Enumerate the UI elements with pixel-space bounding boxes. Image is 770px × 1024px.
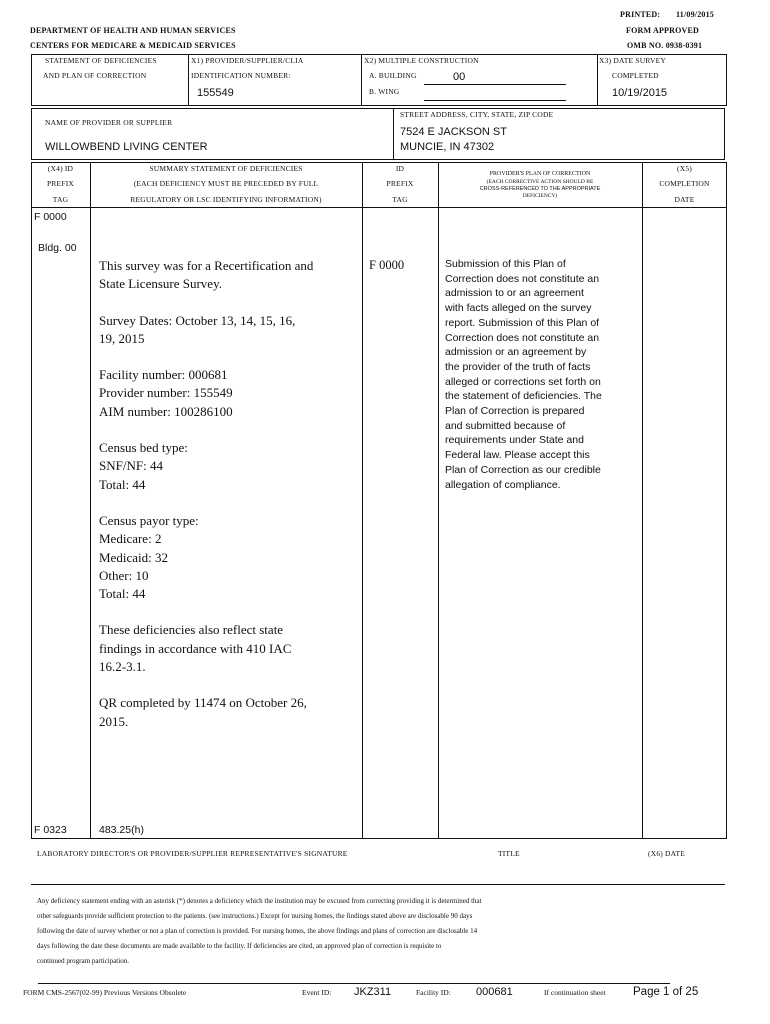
poc-line: admission to or an agreement (445, 287, 584, 300)
statement-label-2: AND PLAN OF CORRECTION (43, 71, 147, 80)
summary-line: 19, 2015 (99, 330, 145, 346)
prefix-tag-top: F 0000 (34, 211, 67, 223)
summary-header-3: REGULATORY OR LSC IDENTIFYING INFORMATION) (130, 195, 322, 204)
summary-line: Medicaid: 32 (99, 549, 168, 565)
building-label: A. BUILDING (369, 71, 417, 80)
poc-line: with facts alleged on the survey (445, 302, 592, 315)
x6-date-label: (X6) DATE (648, 849, 686, 858)
x3-label-1: X3) DATE SURVEY (599, 56, 666, 65)
poc-line: admission or an agreement by (445, 346, 587, 359)
poc-line: and submitted because of (445, 419, 566, 432)
poc-line: alleged or corrections set forth on (445, 375, 601, 388)
summary-statement (99, 257, 357, 731)
wing-label: B. WING (369, 87, 400, 96)
poc-line: requirements under State and (445, 434, 584, 447)
x4-header-1: (X4) ID (47, 164, 74, 173)
summary-line: Census bed type: (99, 440, 188, 456)
summary-line: AIM number: 100286100 (99, 403, 233, 419)
summary-line: Other: 10 (99, 567, 149, 583)
disclaimer-line: other safeguards provide sufficient protection to the patients. (see instructions.) Except for nursing homes, the findings stated above are disclosable 90 days (37, 912, 473, 920)
x1-label-1: X1) PROVIDER/SUPPLIER/CLIA (191, 56, 304, 65)
poc-line: the statement of deficiencies. The (445, 390, 602, 403)
x4-header-2: PREFIX (46, 179, 75, 188)
poc-line: the provider of the truth of facts (445, 360, 591, 373)
id-header-2: PREFIX (386, 179, 414, 188)
summary-line: findings in accordance with 410 IAC (99, 640, 292, 656)
poc-line: report. Submission of this Plan of (445, 316, 600, 329)
summary-line: 2015. (99, 713, 129, 729)
regulation-bottom: 483.25(h) (99, 824, 144, 836)
poc-header-4: DEFICIENCY) (522, 193, 558, 199)
summary-line: This survey was for a Recertification and (99, 258, 314, 273)
building-tag: Bldg. 00 (38, 242, 77, 254)
agency-line-2: CENTERS FOR MEDICARE & MEDICAID SERVICES (30, 41, 236, 50)
disclaimer (37, 894, 717, 969)
provider-name-label: NAME OF PROVIDER OR SUPPLIER (45, 118, 173, 127)
summary-line: Facility number: 000681 (99, 367, 228, 383)
omb-number: OMB NO. 0938-0391 (627, 41, 703, 50)
event-id-label: Event ID: (302, 988, 332, 997)
building-value: 00 (453, 71, 466, 83)
poc-line: Plan of Correction as our credible (445, 463, 601, 476)
summary-line: Total: 44 (99, 476, 146, 492)
summary-line: Total: 44 (99, 586, 146, 602)
address-line-1: 7524 E JACKSON ST (400, 126, 507, 138)
disclaimer-line: following the date of survey whether or not a plan of correction is provided. For nursing homes, the above findings and plans of correction are disclosable 14 (37, 927, 478, 935)
summary-line: Census payor type: (99, 512, 199, 528)
facility-id-value: 000681 (476, 986, 513, 998)
summary-line: These deficiencies also reflect state (99, 622, 284, 638)
poc-line: Submission of this Plan of (445, 258, 566, 270)
director-signature-label: LABORATORY DIRECTOR'S OR PROVIDER/SUPPLIER REPRESENTATIVE'S SIGNATURE (37, 849, 348, 858)
poc-line: Plan of Correction is prepared (445, 405, 585, 418)
poc-line: Correction does not constitute an (445, 331, 600, 344)
summary-line: SNF/NF: 44 (99, 458, 163, 474)
form-approved: FORM APPROVED (626, 26, 700, 35)
page-number: Page 1 of 25 (633, 986, 699, 998)
provider-name-value: WILLOWBEND LIVING CENTER (45, 141, 208, 153)
id-prefix-tag: F 0000 (369, 258, 405, 272)
x4-header-3: TAG (52, 195, 69, 204)
summary-line: 16.2-3.1. (99, 659, 146, 675)
summary-header-2: (EACH DEFICIENCY MUST BE PRECEDED BY FULL (133, 179, 319, 188)
title-label: TITLE (498, 849, 520, 858)
printed-label: PRINTED: (620, 10, 661, 19)
id-header-3: TAG (392, 195, 408, 204)
poc-header-3: CROSS-REFERENCED TO THE APPROPRIATE (479, 186, 601, 192)
address-label: STREET ADDRESS, CITY, STATE, ZIP CODE (400, 110, 554, 119)
summary-line: QR completed by 11474 on October 26, (99, 695, 307, 711)
printed-date: 11/09/2015 (676, 10, 715, 19)
provider-id-value: 155549 (197, 87, 234, 99)
summary-line: Survey Dates: October 13, 14, 15, 16, (99, 312, 296, 328)
id-header-1: ID (395, 164, 405, 173)
form-number: FORM CMS-2567(02-99) Previous Versions Obsolete (23, 988, 187, 997)
poc-header-1: PROVIDER'S PLAN OF CORRECTION (489, 171, 591, 177)
disclaimer-line: continued program participation. (37, 957, 129, 965)
survey-date-value: 10/19/2015 (612, 87, 668, 99)
x2-label: X2) MULTIPLE CONSTRUCTION (364, 56, 479, 65)
poc-header-2: (EACH CORRECTIVE ACTION SHOULD BE (486, 179, 594, 185)
statement-label-1: STATEMENT OF DEFICIENCIES (45, 56, 157, 65)
x3-label-2: COMPLETED (612, 71, 659, 80)
disclaimer-line: Any deficiency statement ending with an asterisk (*) denotes a deficiency which the institution may be excused from correcting providing it is determined that (37, 897, 482, 905)
poc-line: Correction does not constitute an (445, 272, 600, 285)
poc-line: allegation of compliance. (445, 478, 561, 491)
x5-header-2: COMPLETION (659, 179, 710, 188)
summary-header-1: SUMMARY STATEMENT OF DEFICIENCIES (149, 164, 303, 173)
continuation-label: If continuation sheet (544, 988, 606, 997)
plan-of-correction (445, 257, 641, 492)
address-line-2: MUNCIE, IN 47302 (400, 141, 495, 153)
agency-line-1: DEPARTMENT OF HEALTH AND HUMAN SERVICES (30, 26, 236, 35)
summary-line: Provider number: 155549 (99, 385, 233, 401)
facility-id-label: Facility ID: (416, 988, 451, 997)
x1-label-2: IDENTIFICATION NUMBER: (191, 71, 291, 80)
summary-line: State Licensure Survey. (99, 276, 222, 292)
signature-divider (31, 884, 725, 885)
footer-divider (38, 983, 670, 984)
poc-line: Federal law. Please accept this (445, 449, 590, 462)
x5-header-3: DATE (674, 195, 695, 204)
disclaimer-line: days following the date these documents are made available to the facility. If deficiencies are cited, an approved plan of correction is requisite to (37, 942, 442, 950)
event-id-value: JKZ311 (354, 986, 392, 998)
prefix-tag-bottom: F 0323 (34, 824, 67, 836)
x5-header-1: (X5) (677, 164, 692, 173)
summary-line: Medicare: 2 (99, 531, 162, 547)
